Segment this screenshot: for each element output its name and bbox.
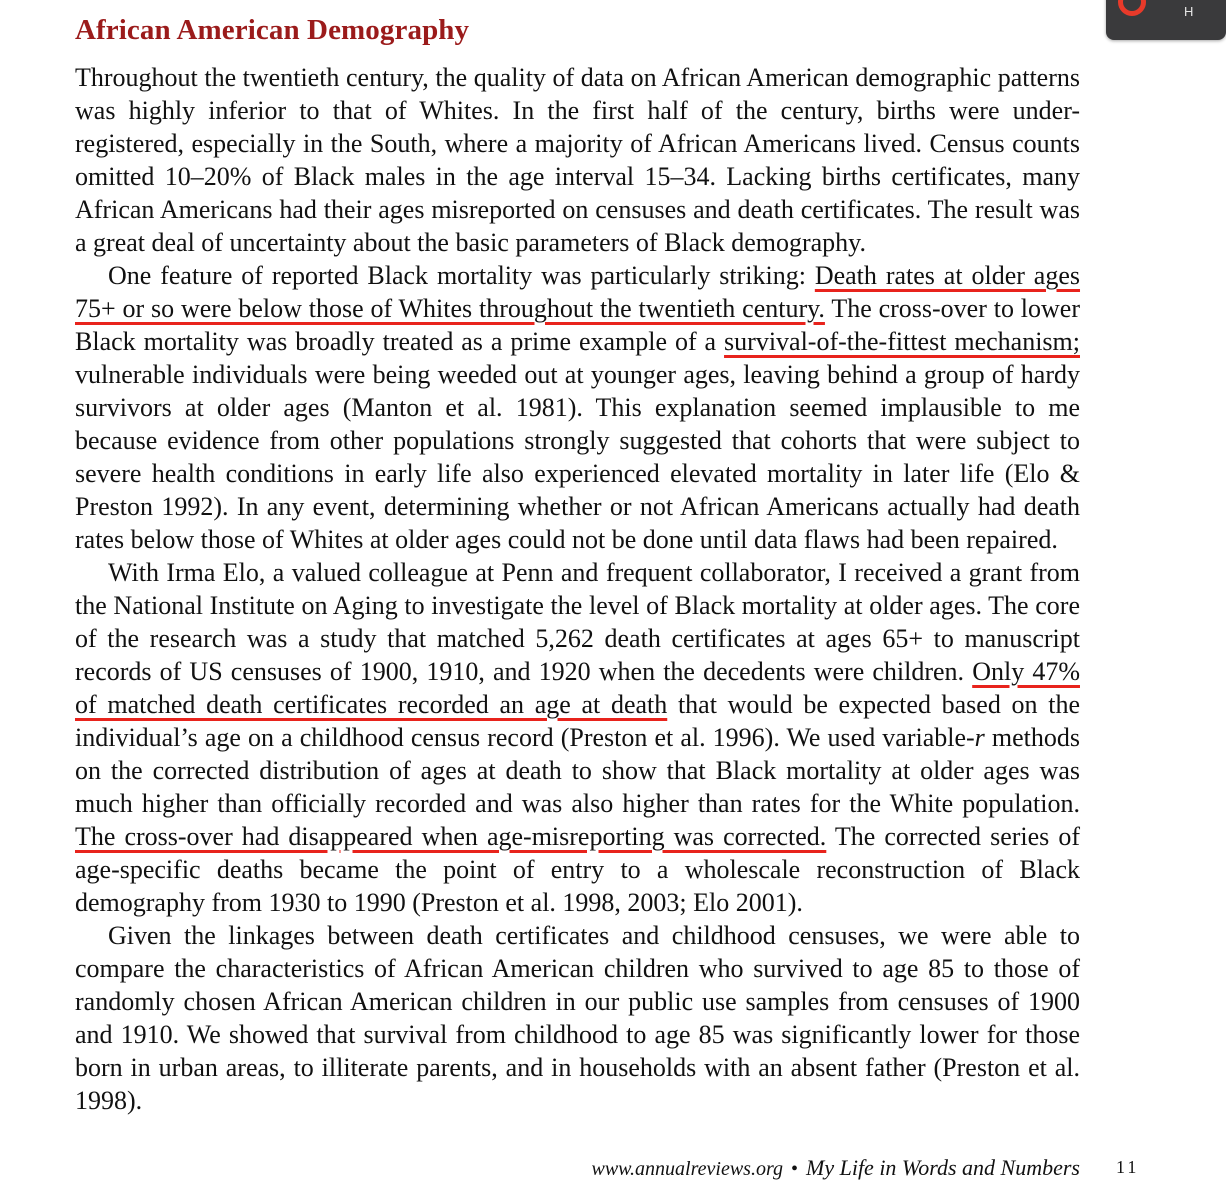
highlight-survival-mechanism: survival-of-the-fittest mechanism; [724, 327, 1080, 356]
paragraph-1: Throughout the twentieth century, the quality of data on African American demographic patterns was highly inferior to that of Whites. In the first half of the century, births were under-registered, especially in the South, where a majority of African Americans lived. Census counts omitted 10–20% of Black males in the age interval 15–34. Lacking births certificates, many African Americans had their ages misreported on censuses and death certificates. The result was a great deal of uncertainty about the basic parameters of Black demography. [75, 63, 1080, 257]
article-body [75, 61, 1080, 1117]
paragraph-3-text: The corrected series of age-specific deaths became the point of entry to a wholescale reconstruction of Black demography from 1930 to 1990 (Preston et al. 1998, 2003; Elo 2001). [75, 822, 1080, 917]
footer-journal-title: My Life in Words and Numbers [806, 1155, 1080, 1180]
paragraph-2 [75, 259, 1080, 556]
paragraph-2-text: The cross-over to lower Black mortality was broadly treated as a prime example of a [75, 294, 1080, 356]
page-number: 11 [1116, 1157, 1140, 1177]
corner-overlay-widget[interactable] [1106, 0, 1226, 40]
highlight-death-rates: Death rates at older ages 75+ or so were below those of Whites throughout the twentieth century. [75, 261, 1081, 323]
paragraph-3-text: that would be expected based on the individual’s age on a childhood census record (Preston et al. 1996). We used variable- [75, 690, 1080, 752]
paragraph-2-text: One feature of reported Black mortality was particularly striking: [108, 261, 815, 290]
running-footer [592, 1155, 1081, 1181]
paragraph-2-text: vulnerable individuals were being weeded out at younger ages, leaving behind a group of hardy survivors at older ages (Manton et al. 1981). This explanation seemed implausible to me because evidence from other populations strongly suggested that cohorts that were subject to severe health conditions in early life also experienced elevated mortality in later life (Elo & Preston 1992). In any event, determining whether or not African Americans actually had death rates below those of Whites at older ages could not be done until data flaws had been repaired. [75, 360, 1080, 554]
paragraph-3-text: methods on the corrected distribution of ages at death to show that Black mortality at older ages was much higher than officially recorded and was also higher than rates for the White population. [75, 723, 1080, 818]
corner-widget-label: H [1184, 4, 1194, 19]
highlight-cross-over: The cross-over had disappeared when age-misreporting was corrected. [75, 822, 827, 851]
footer-bullet: • [790, 1158, 798, 1180]
footer-url: www.annualreviews.org [591, 1158, 783, 1180]
section-heading: African American Demography [75, 14, 470, 46]
app-badge-icon [1118, 0, 1146, 16]
paragraph-3 [75, 556, 1080, 919]
variable-r: r [974, 723, 985, 752]
paragraph-3-text: With Irma Elo, a valued colleague at Penn and frequent collaborator, I received a grant from the National Institute on Aging to investigate the level of Black mortality at older ages. The core of the research was a study that matched 5,262 death certificates at ages 65+ to manuscript records of US censuses of 1900, 1910, and 1920 when the decedents were children. [75, 558, 1080, 686]
paragraph-4: Given the linkages between death certificates and childhood censuses, we were able to compare the characteristics of African American children who survived to age 85 to those of randomly chosen African American children in our public use samples from censuses of 1900 and 1910. We showed that survival from childhood to age 85 was significantly lower for those born in urban areas, to illiterate parents, and in households with an absent father (Preston et al. 1998). [75, 921, 1080, 1115]
highlight-matched-certificates: Only 47% of matched death certificates recorded an age at death [75, 657, 1080, 719]
